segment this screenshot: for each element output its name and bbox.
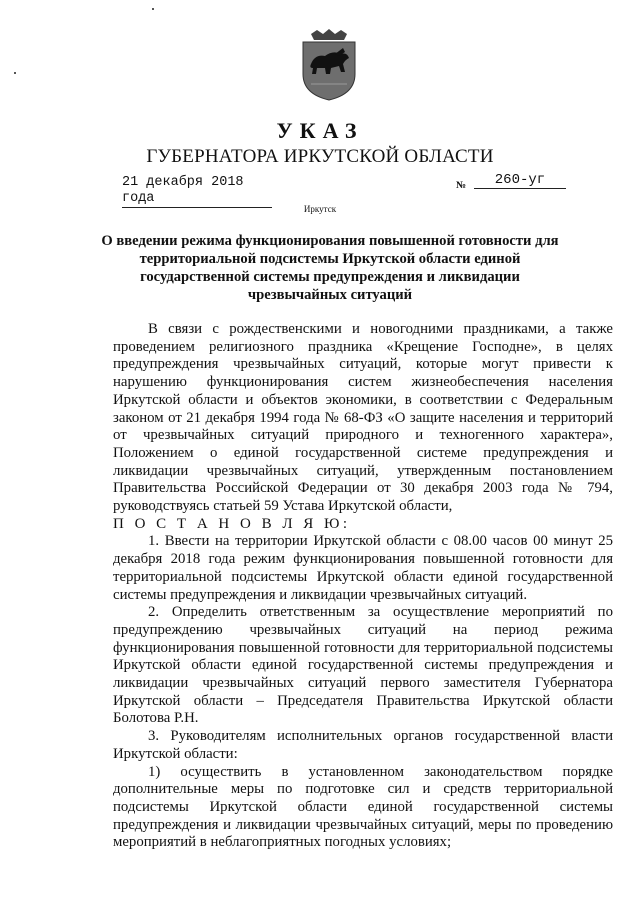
scan-speck: [14, 72, 16, 74]
document-heading: О введении режима функционирования повышенной готовности для территориальной подсистемы Иркутской области единой государственной системы предупреждения и ликвидации чрезвычайных ситуаций: [101, 233, 559, 303]
issuer-title: ГУБЕРНАТОРА ИРКУТСКОЙ ОБЛАСТИ: [146, 146, 494, 167]
coat-of-arms-emblem: [297, 28, 361, 102]
item-1: 1. Ввести на территории Иркутской области с 08.00 часов 00 минут 25 декабря 2018 года режим функционирования повышенной готовности для территориальной подсистемы Иркутской области единой государственной системы предупреждения и ликвидации чрезвычайных ситуаций.: [113, 533, 613, 603]
place-of-issue: Иркутск: [303, 204, 337, 214]
document-number: 260-уг: [474, 172, 566, 189]
document-type: УКАЗ: [276, 118, 364, 143]
decree-word: П О С Т А Н О В Л Я Ю:: [113, 515, 351, 532]
number-sign: №: [456, 180, 467, 191]
scan-speck: [152, 8, 154, 10]
preamble-paragraph: В связи с рождественскими и новогодними праздниками, а также проведением религиозного праздника «Крещение Господне», в целях предупреждения чрезвычайных ситуаций, которые могут привести к нарушению функционирования систем жизнеобеспечения населения Иркутской области и объектов экономики, в соответствии с Федеральным законом от 21 декабря 1994 года № 68-ФЗ «О защите населения и территорий от чрезвычайных ситуаций природного и техногенного характера», Положением о единой государственной системе предупреждения и ликвидации чрезвычайных ситуаций, утвержденным постановлением Правительства Российской Федерации от 30 декабря 2003 года № 794, руководствуясь статьей 59 Устава Иркутской области,: [113, 321, 613, 515]
document-date: 21 декабря 2018 года: [122, 175, 272, 208]
item-3: 3. Руководителям исполнительных органов государственной власти Иркутской области:: [113, 728, 613, 762]
item-3-subitem-1: 1) осуществить в установленном законодательством порядке дополнительные меры по подготовке сил и средств территориальной подсистемы Иркутской области единой государственной системы предупреждения и ликвидации чрезвычайных ситуаций, меры по проведению мероприятий в неблагоприятных погодных условиях;: [113, 763, 613, 851]
item-2: 2. Определить ответственным за осуществление мероприятий по предупреждению чрезвычайных ситуаций на период режима функционирования повышенной готовности для территориальной подсистемы Иркутской области единой государственной системы предупреждения и ликвидации чрезвычайных ситуаций первого заместителя Губернатора Иркутской области – Председателя Правительства Иркутской области Болотова Р.Н.: [113, 604, 613, 727]
document-body: [113, 321, 613, 852]
